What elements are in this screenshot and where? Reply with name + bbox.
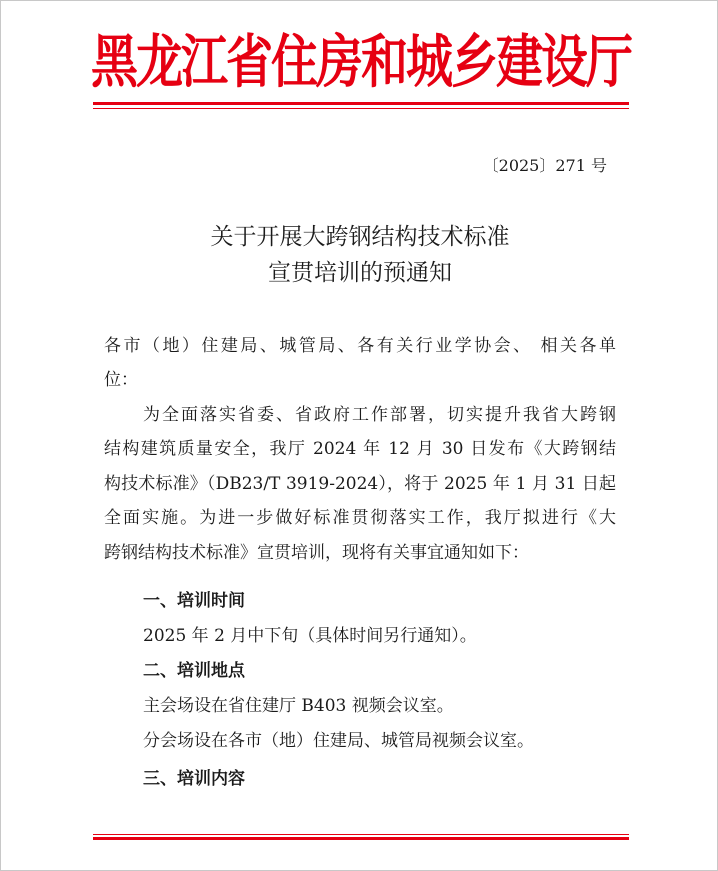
section-location-branch: 分会场设在各市（地）住建局、城管局视频会议室。 bbox=[143, 731, 534, 751]
body-line: 结构建筑质量安全，我厅 2024 年 12 月 30 日发布《大跨钢结 bbox=[104, 439, 616, 459]
body-line: 构技术标准》（DB23/T 3919-2024），将于 2025 年 1 月 31 日起 bbox=[104, 474, 616, 494]
body-line: 跨钢结构技术标准》宣贯培训，现将有关事宜通知如下： bbox=[104, 543, 529, 563]
document-number: 〔2025〕271 号 bbox=[482, 156, 607, 175]
footer-rule-thin bbox=[93, 834, 629, 835]
body-line: 为全面落实省委、省政府工作部署，切实提升我省大跨钢 bbox=[143, 405, 616, 425]
addressee-line-1: 各市（地）住建局、城管局、各有关行业学协会、 相关各单 bbox=[104, 336, 616, 356]
section-heading-time: 一、培训时间 bbox=[143, 591, 245, 611]
section-location-main: 主会场设在省住建厅 B403 视频会议室。 bbox=[143, 696, 454, 716]
footer-rule-thick bbox=[93, 837, 629, 840]
section-heading-content: 三、培训内容 bbox=[143, 769, 245, 789]
section-heading-location: 二、培训地点 bbox=[143, 661, 245, 681]
document-title-line-2: 宣贯培训的预通知 bbox=[268, 260, 452, 286]
document-title-line-1: 关于开展大跨钢结构技术标准 bbox=[210, 224, 510, 250]
masthead-rule-thin bbox=[93, 108, 629, 109]
body-line: 全面实施。为进一步做好标准贯彻落实工作，我厅拟进行《大 bbox=[104, 508, 616, 528]
section-time-text: 2025 年 2 月中下旬（具体时间另行通知）。 bbox=[143, 626, 477, 646]
masthead-title: 黑龙江省住房和城乡建设厅 bbox=[91, 28, 631, 96]
masthead-rule-thick bbox=[93, 102, 629, 105]
addressee-line-2: 位： bbox=[104, 370, 138, 390]
